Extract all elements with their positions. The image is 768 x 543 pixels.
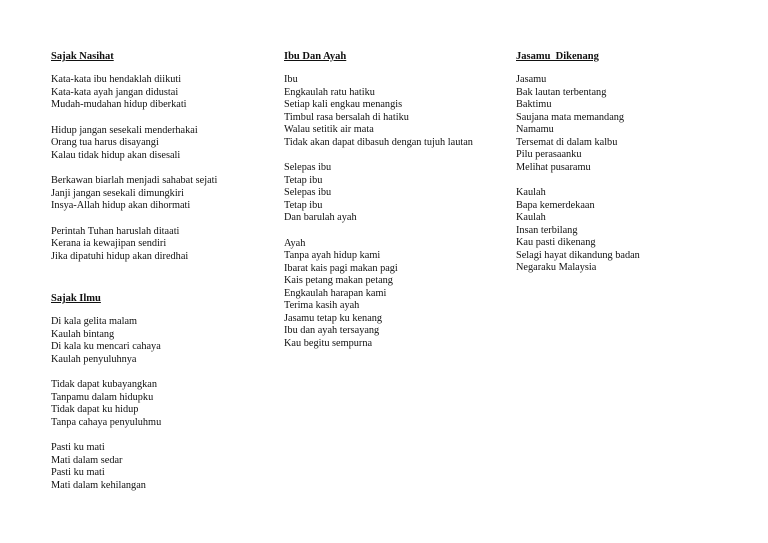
poem-line: Kata-kata ayah jangan didustai — [51, 86, 179, 98]
poem-line: Selagi hayat dikandung badan — [516, 249, 640, 261]
stanza — [51, 74, 281, 112]
poem-line: Baktimu — [516, 99, 552, 110]
poem-line: Tersemat di dalam kalbu — [516, 136, 618, 148]
poem-title: Sajak Ilmu — [51, 293, 101, 304]
poem-line: Tetap ibu — [284, 174, 323, 186]
poem-line: Orang tua harus disayangi — [51, 137, 159, 148]
poem-line: Mati dalam kehilangan — [51, 479, 146, 491]
stanza — [516, 74, 746, 174]
poem-line: Jasamu — [516, 74, 547, 85]
poem-line: Kaulah — [516, 187, 546, 198]
poem-line: Jasamu tetap ku kenang — [284, 312, 383, 324]
poem-line: Tidak dapat kubayangkan — [51, 379, 158, 390]
poem-line: Ibarat kais pagi makan pagi — [284, 262, 398, 274]
poem-line: Walau setitik air mata — [284, 124, 374, 135]
poem-line: Insya-Allah hidup akan dihormati — [51, 200, 191, 211]
poem-line: Di kala ku mencari cahaya — [51, 341, 161, 352]
poem-line: Mati dalam sedar — [51, 454, 123, 466]
poem-line: Pasti ku mati — [51, 467, 105, 478]
stanza — [284, 238, 514, 351]
poem-line: Kalau tidak hidup akan disesali — [51, 149, 181, 161]
stanza — [516, 187, 746, 275]
poem-line: Di kala gelita malam — [51, 316, 138, 327]
stanza — [284, 74, 514, 149]
poem-line: Setiap kali engkau menangis — [284, 99, 403, 110]
poem-line: Perintah Tuhan haruslah ditaati — [51, 225, 180, 237]
poem-title: Ibu Dan Ayah — [284, 51, 347, 62]
poem-line: Tetap ibu — [284, 199, 323, 211]
poem-line: Namamu — [516, 124, 554, 135]
poem-line: Kaulah — [516, 212, 546, 223]
poem-line: Kaulah bintang — [51, 328, 115, 340]
poem-line: Engkaulah ratu hatiku — [284, 86, 375, 98]
poem-line: Tanpa ayah hidup kami — [284, 250, 381, 261]
poem-line: Saujana mata memandang — [516, 111, 625, 123]
poem-jasamu-dikenang — [516, 50, 746, 275]
poem-line: Terima kasih ayah — [284, 300, 360, 311]
poem-ibu-dan-ayah — [284, 50, 514, 350]
poem-line: Kerana ia kewajipan sendiri — [51, 238, 167, 249]
poem-line: Negaraku Malaysia — [516, 262, 597, 273]
poem-line: Ibu — [284, 74, 298, 85]
poem-line: Pasti ku mati — [51, 442, 105, 453]
poem-line: Melihat pusaramu — [516, 161, 591, 173]
poem-line: Selepas ibu — [284, 162, 332, 173]
poem-line: Hidup jangan sesekali menderhakai — [51, 124, 198, 136]
poem-line: Kau begitu sempurna — [284, 337, 373, 349]
poem-line: Kata-kata ibu hendaklah diikuti — [51, 74, 182, 85]
poem-line: Kau pasti dikenang — [516, 237, 596, 248]
poem-line: Ibu dan ayah tersayang — [284, 325, 380, 336]
stanza — [51, 442, 281, 492]
stanza — [51, 379, 281, 429]
poem-line: Engkaulah harapan kami — [284, 287, 387, 299]
poem-line: Janji jangan sesekali dimungkiri — [51, 187, 184, 199]
poem-line: Tidak akan dapat dibasuh dengan tujuh lautan — [284, 136, 473, 148]
poem-line: Tanpamu dalam hidupku — [51, 391, 154, 403]
stanza — [51, 316, 281, 366]
poem-line: Insan terbilang — [516, 224, 578, 236]
poem-sajak-ilmu — [51, 292, 281, 492]
poem-line: Kaulah penyuluhnya — [51, 353, 137, 365]
poem-line: Tidak dapat ku hidup — [51, 404, 139, 415]
poem-line: Tanpa cahaya penyuluhmu — [51, 416, 162, 428]
column-left — [51, 50, 281, 506]
stanza — [284, 162, 514, 225]
poem-line: Jika dipatuhi hidup akan diredhai — [51, 250, 189, 262]
stanza — [51, 125, 281, 163]
column-middle — [284, 50, 514, 364]
poem-line: Pilu perasaanku — [516, 149, 582, 160]
poem-sajak-nasihat — [51, 50, 281, 263]
poem-line: Selepas ibu — [284, 187, 332, 198]
poem-line: Ayah — [284, 237, 306, 249]
poem-line: Mudah-mudahan hidup diberkati — [51, 99, 187, 110]
poem-line: Timbul rasa bersalah di hatiku — [284, 111, 409, 123]
spacer — [51, 277, 281, 292]
poem-title: Jasamu Dikenang — [516, 51, 599, 62]
poem-line: Bak lautan terbentang — [516, 86, 607, 98]
column-right — [516, 50, 746, 289]
poem-line: Berkawan biarlah menjadi sahabat sejati — [51, 175, 218, 186]
poem-line: Dan barulah ayah — [284, 212, 357, 223]
stanza — [51, 226, 281, 264]
stanza — [51, 175, 281, 213]
poem-line: Bapa kemerdekaan — [516, 199, 595, 211]
poem-title: Sajak Nasihat — [51, 51, 114, 62]
poem-line: Kais petang makan petang — [284, 275, 393, 286]
